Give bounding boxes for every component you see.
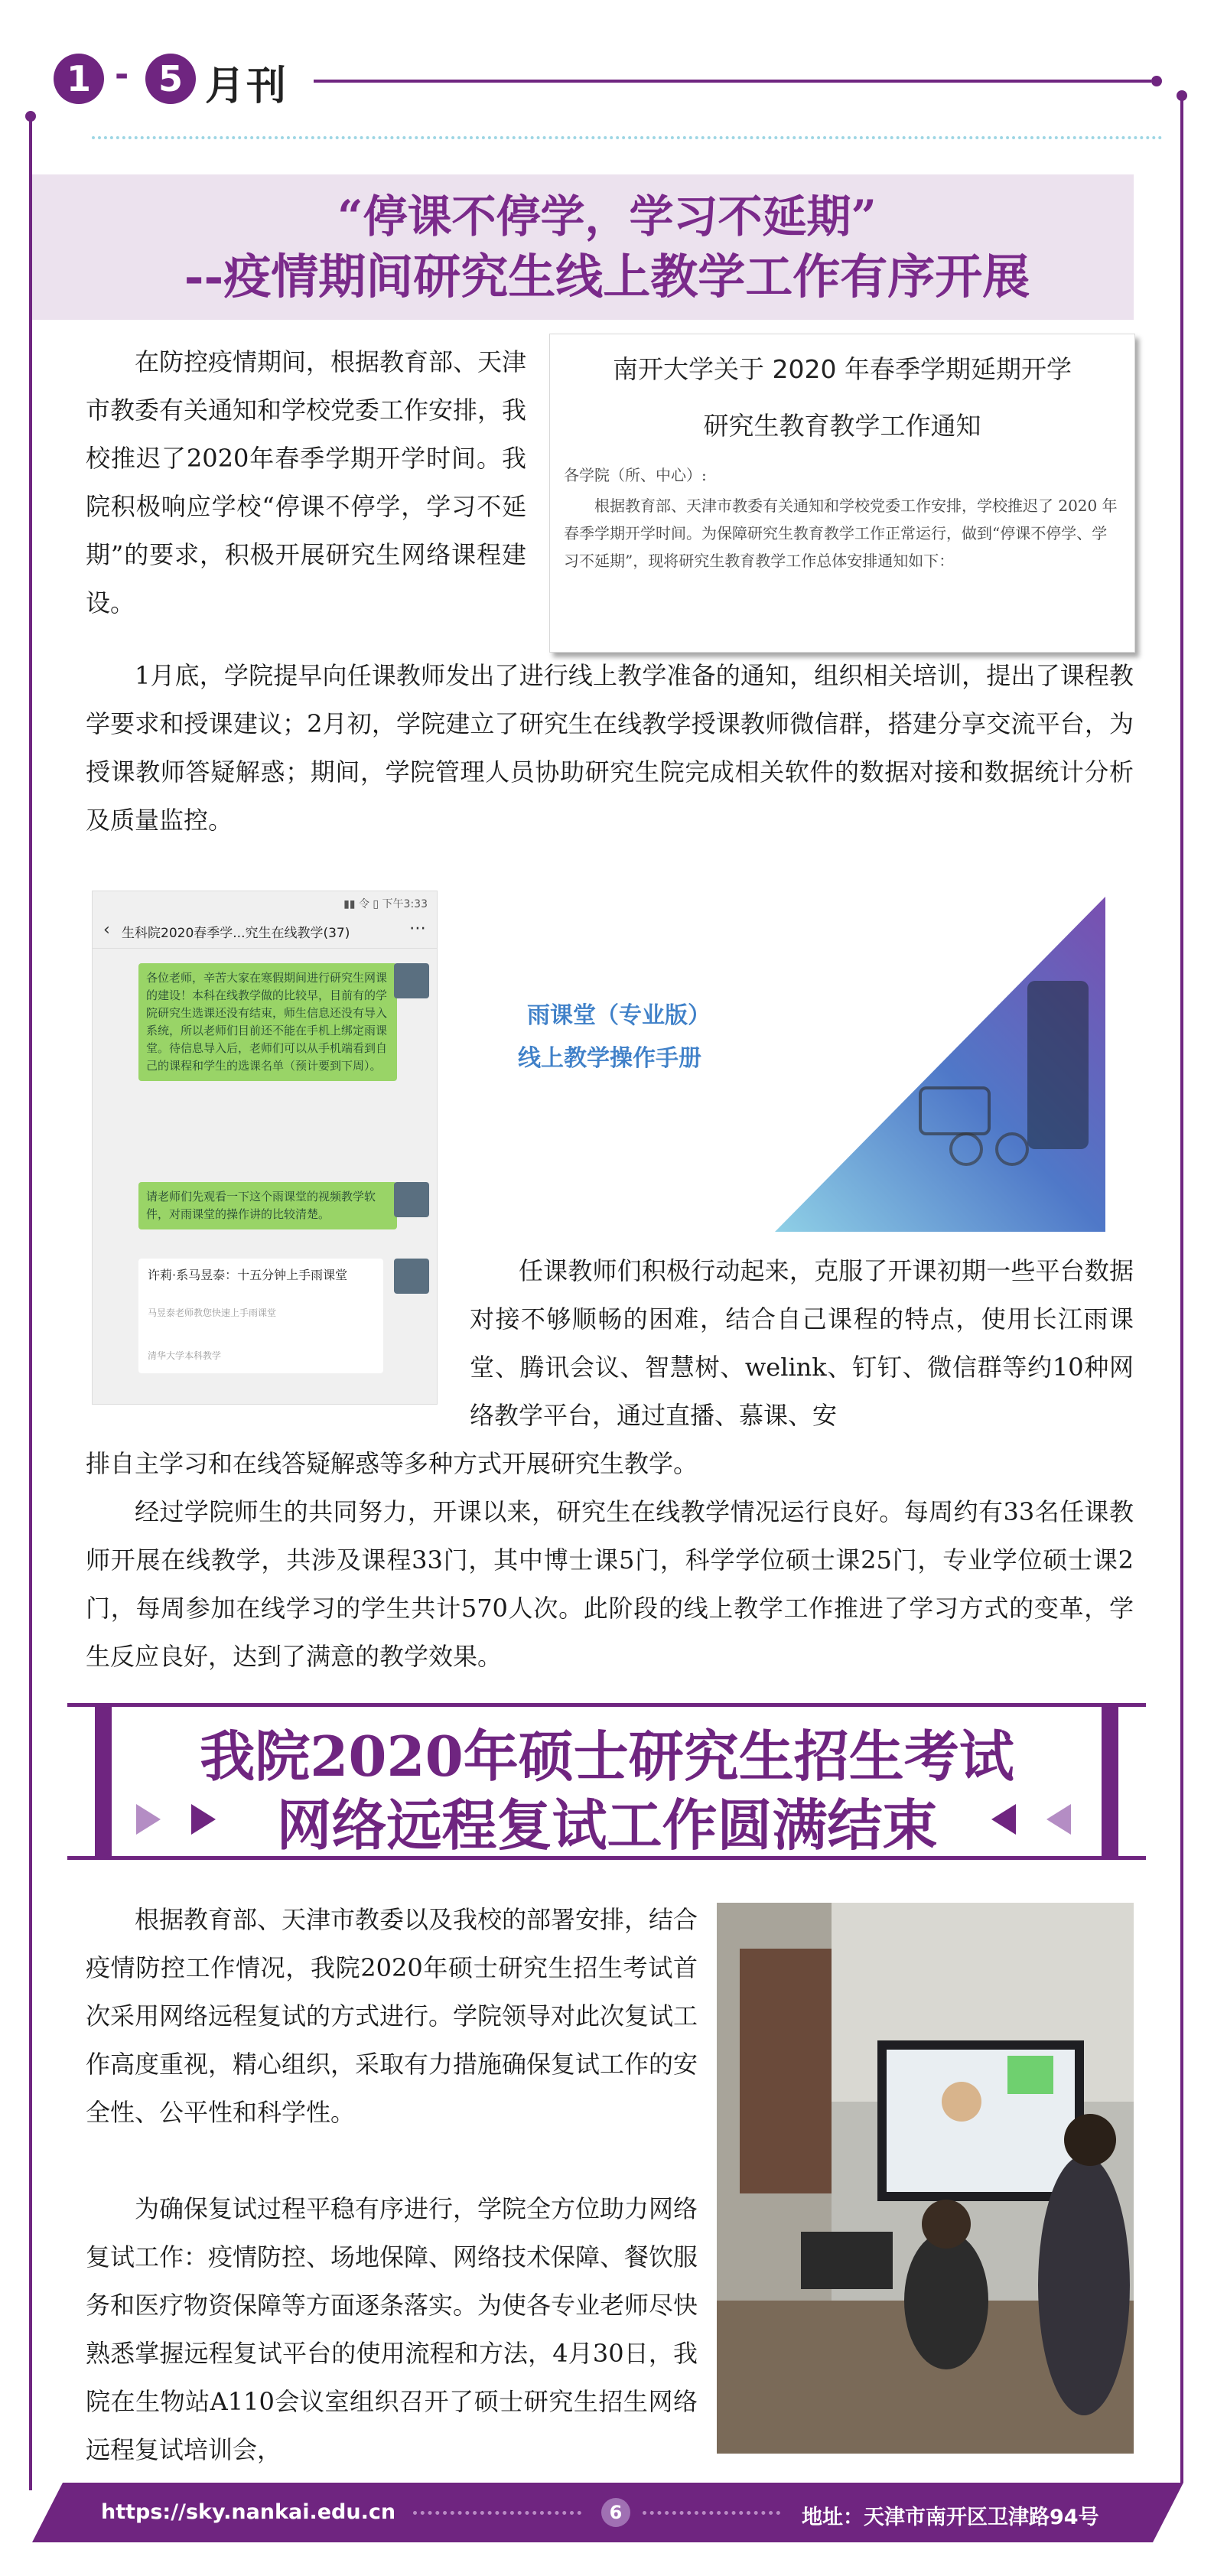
- page-number-text: 6: [609, 2502, 623, 2523]
- article2-title-line1: 我院2020年硕士研究生招生考试: [200, 1724, 1014, 1789]
- article1-para2: 1月底，学院提早向任课教师发出了进行线上教学准备的通知，组织相关培训，提出了课程教学要求和授课建议；2月初，学院建立了研究生在线教学授课教师微信群，搭建分享交流平台，为授课教师答疑解惑；期间，学院管理人员协助研究生院完成相关软件的数据对接和数据统计分析及质量监控。: [86, 661, 1134, 835]
- triangle-right-dark-icon: [991, 1804, 1016, 1835]
- article2-para2: 为确保复试过程平稳有序进行，学院全方位助力网络复试工作：疫情防控、场地保障、网络技术保障、餐饮服务和医疗物资保障等方面逐条落实。为使各专业老师尽快熟悉掌握远程复试平台的使用流程和方法，4月30日，我院在生物站A110会议室组织召开了硕士研究生招生网络远程复试培训会，: [86, 2194, 698, 2464]
- yuketang-title-line2: 线上教学操作手册: [518, 1045, 701, 1072]
- phone-status-bar: ▮▮ 令 ▯ 下午3:33: [343, 898, 428, 910]
- chat-message-2: 请老师们先观看一下这个雨课堂的视频教学软件，对雨课堂的操作讲的比较清楚。: [138, 1182, 397, 1229]
- article1-para3-right: 任课教师们积极行动起来，克服了开课初期一些平台数据对接不够顺畅的困难，结合自己课程的特点，使用长江雨课堂、腾讯会议、智慧树、welink、钉钉、微信群等约10种网络教学平台，通过直播、慕课、安: [470, 1256, 1134, 1430]
- issue-start-circle: [54, 54, 104, 104]
- notice-salutation: 各学院（所、中心）:: [564, 466, 707, 484]
- remote-interview-photo: [717, 1903, 1134, 2454]
- header-dotted-line: [92, 136, 1163, 139]
- back-chevron-icon: ‹: [103, 920, 110, 940]
- sender-avatar-3: [394, 1259, 429, 1294]
- issue-dash: -: [115, 55, 129, 94]
- notice-body: 根据教育部、天津市教委有关通知和学校党委工作安排，学校推迟了 2020 年春季学期开学时间。为保障研究生教育教学工作正常运行，做到“停课不停学、学习不延期”，现将研究生教育教学工作总体安排通知如下：: [564, 497, 1118, 570]
- article2-title-line2: 网络远程复试工作圆满结束: [276, 1793, 938, 1858]
- page-number: [601, 2498, 630, 2527]
- issue-start-number: 1: [66, 58, 91, 99]
- triangle-right-light-icon: [1046, 1804, 1071, 1835]
- notice-heading-line2: 研究生教育教学工作通知: [703, 411, 981, 441]
- article1-para1: 在防控疫情期间，根据教育部、天津市教委有关通知和学校党委工作安排，我校推迟了2020年春季学期开学时间。我院积极响应学校“停课不停学，学习不延期”的要求，积极开展研究生网络课程建设。: [86, 347, 527, 617]
- notice-heading-line1: 南开大学关于 2020 年春季学期延期开学: [613, 354, 1072, 384]
- footer-url[interactable]: https://sky.nankai.edu.cn: [101, 2500, 396, 2524]
- article2-para1: 根据教育部、天津市教委以及我校的部署安排，结合疫情防控工作情况，我院2020年硕士研究生招生考试首次采用网络远程复试的方式进行。学院领导对此次复试工作高度重视，精心组织，采取有力措施确保复试工作的安全性、公平性和科学性。: [86, 1905, 698, 2127]
- right-border-line: [1180, 96, 1183, 2483]
- issue-end-circle: [145, 54, 196, 104]
- issue-end-number: 5: [158, 58, 183, 99]
- footer-dots-right: [643, 2511, 780, 2515]
- yuketang-title-line1: 雨课堂（专业版）: [527, 1002, 711, 1029]
- link-card-subtitle: 马昱泰老师教您快速上手雨课堂: [148, 1308, 277, 1318]
- sender-avatar-2: [394, 1182, 429, 1217]
- shared-link-card: [138, 1259, 383, 1373]
- notice-image: [549, 334, 1135, 653]
- sender-avatar-1: [394, 963, 429, 998]
- header-rule: [314, 80, 1151, 83]
- article1-title-line1: “停课不停学，学习不延期”: [337, 191, 877, 243]
- meeting-room-scene: [717, 1903, 1134, 2454]
- article1-para3-continued: 排自主学习和在线答疑解惑等多种方式开展研究生教学。: [86, 1449, 698, 1478]
- more-icon: ⋯: [409, 919, 426, 938]
- header-rule-dot: [1151, 76, 1162, 86]
- chat-message-1: 各位老师，辛苦大家在寒假期间进行研究生网课的建设！本科在线教学做的比较早，目前有的学院研究生选课还没有结束，师生信息还没有导入系统，所以老师们目前还不能在手机上绑定雨课堂。待信息导入后，老师们可以从手机端看到自己的课程和学生的选课名单（预计要到下周）。: [138, 963, 397, 1081]
- issue-label: 月刊: [205, 63, 288, 109]
- footer-address: 地址：天津市南开区卫津路94号: [802, 2506, 1099, 2529]
- article1-title-line2: --疫情期间研究生线上教学工作有序开展: [184, 249, 1030, 304]
- footer-dots-left: [413, 2511, 581, 2515]
- link-card-source: 清华大学本科教学: [148, 1350, 222, 1361]
- wechat-group-screenshot: [92, 891, 438, 1405]
- chat-header: [93, 914, 437, 949]
- left-border-line: [29, 115, 32, 2490]
- chat-group-title: 生科院2020春季学...究生在线教学(37): [122, 926, 350, 941]
- article2-title-top-rule: [67, 1703, 1146, 1707]
- yuketang-manual-cover: [507, 897, 1105, 1232]
- article1-para4: 经过学院师生的共同努力，开课以来，研究生在线教学情况运行良好。每周约有33名任课教师开展在线教学，共涉及课程33门，其中博士课5门，科学学位硕士课25门，专业学位硕士课2门，每周参加在线学习的学生共计570人次。此阶段的线上教学工作推进了学习方式的变革，学生反应良好，达到了满意的教学效果。: [86, 1497, 1134, 1671]
- link-card-title: 许莉·系马昱泰：十五分钟上手雨课堂: [148, 1268, 348, 1282]
